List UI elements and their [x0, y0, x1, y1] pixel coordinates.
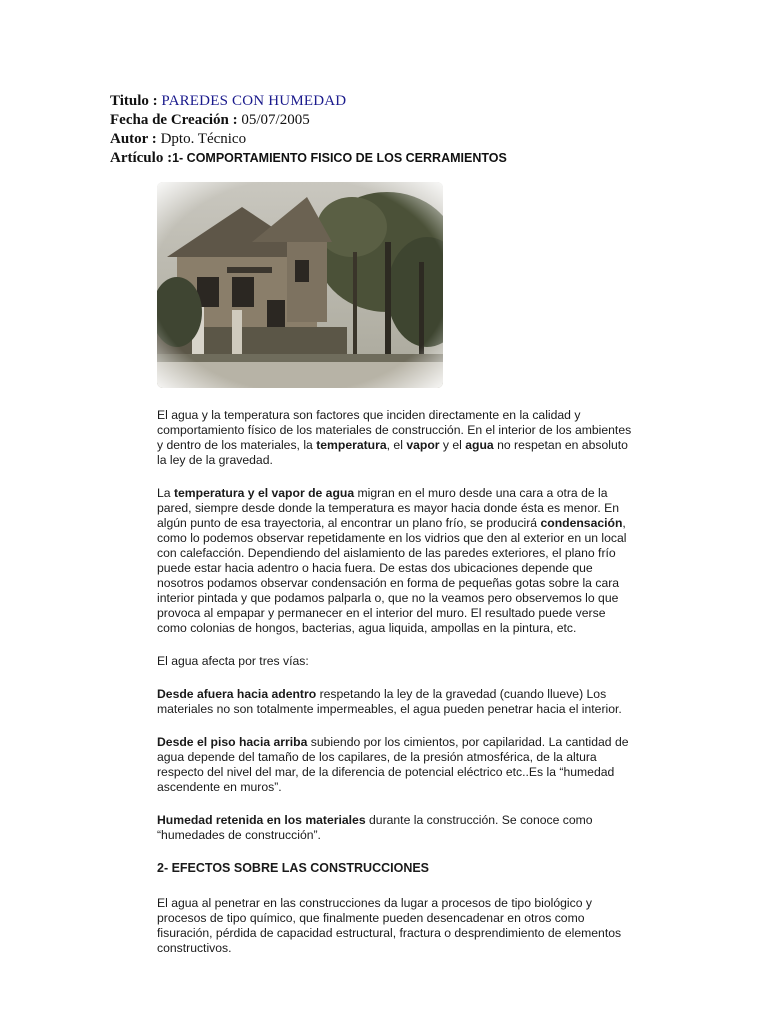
section-2-heading: 2- EFECTOS SOBRE LAS CONSTRUCCIONES: [157, 861, 430, 875]
document-header: [110, 92, 507, 168]
paragraph-2-text-a: La: [157, 486, 174, 500]
paragraph-1-text-c: , el: [386, 438, 407, 452]
paragraph-4-text: respetando la ley de la gravedad (cuando llueve) Los materiales no son totalmente impermeables, el agua pueden penetrar hacia el interior.: [157, 687, 622, 716]
paragraph-7: El agua al penetrar en las construcciones da lugar a procesos de tipo biológico y procesos de tipo químico, que finalmente pueden desencadenar en otros como fisuración, pérdida de capacidad estructural, fractura o desprendimiento de elementos constructivos.: [157, 896, 622, 955]
bold-condensacion: condensación: [540, 516, 623, 530]
bold-temperatura: temperatura: [316, 438, 387, 452]
article-body: [157, 408, 633, 974]
paragraph-6: [157, 813, 633, 843]
paragraph-2: [157, 486, 633, 636]
bold-vapor: vapor: [406, 438, 440, 452]
house-photo-illustration: [157, 182, 443, 388]
paragraph-5-text: subiendo por los cimientos, por capilaridad. La cantidad de agua depende del tamaño de los capilares, de la presión atmosférica, de la altura respecto del nivel del mar, de la diferencia de potencial eléctrico etc..Es la “humedad ascendente en muros”.: [157, 735, 629, 794]
bold-desde-afuera: Desde afuera hacia adentro: [157, 687, 317, 701]
article-line: [110, 149, 507, 168]
paragraph-5: [157, 735, 633, 795]
bold-agua: agua: [465, 438, 494, 452]
paragraph-3: El agua afecta por tres vías:: [157, 654, 309, 668]
paragraph-4: [157, 687, 633, 717]
author-value: Dpto. Técnico: [160, 131, 247, 147]
date-line: [110, 111, 507, 130]
author-line: [110, 130, 507, 149]
paragraph-6-text: durante la construcción. Se conoce como “humedades de construcción”.: [157, 813, 593, 842]
date-value: 05/07/2005: [241, 112, 310, 128]
article-value: 1- COMPORTAMIENTO FISICO DE LOS CERRAMIENTOS: [172, 151, 507, 165]
article-label: Artículo :: [110, 150, 173, 166]
paragraph-1-text-a: El agua y la temperatura son factores que inciden directamente en la calidad y comportamiento físico de los materiales de construcción. En el interior de los ambientes y dentro de los materiales, la: [157, 408, 632, 452]
title-value: PAREDES CON HUMEDAD: [161, 93, 347, 109]
bold-temperatura-vapor: temperatura y el vapor de agua: [173, 486, 355, 500]
date-label: Fecha de Creación :: [110, 112, 238, 128]
title-label: Titulo :: [110, 93, 158, 109]
title-line: [110, 92, 507, 111]
paragraph-1-text-e: no respetan en absoluto la ley de la gravedad.: [157, 438, 628, 467]
paragraph-1-text-d: y el: [439, 438, 466, 452]
paragraph-2-text-d: , como lo podemos observar repetidamente en los vidrios que den al exterior en un local con calefacción. Dependiendo del aislamiento de las paredes exteriores, el plano frío puede estar hacia adentro o hacia fuera. De estas dos ubicaciones depende que nosotros podamos observar condensación en forma de pequeñas gotas sobre la cara interior pintada y que podamos palparla o, que no la veamos pero observemos lo que provoca al empapar y permanecer en el interior del muro. El resultado puede verse como colonias de hongos, bacterias, agua liquida, ampollas en la pintura, etc.: [157, 516, 627, 635]
bold-desde-el-piso: Desde el piso hacia arriba: [157, 735, 308, 749]
house-photo: [157, 182, 443, 388]
paragraph-2-text-c: migran en el muro desde una cara a otra de la pared, siempre desde donde la temperatura es mayor hacia donde ésta es menor. En algún punto de esa trayectoria, al encontrar un plano frío, se producirá: [157, 486, 620, 530]
author-label: Autor :: [110, 131, 157, 147]
paragraph-1: [157, 408, 633, 468]
bold-humedad-retenida: Humedad retenida en los materiales: [157, 813, 366, 827]
